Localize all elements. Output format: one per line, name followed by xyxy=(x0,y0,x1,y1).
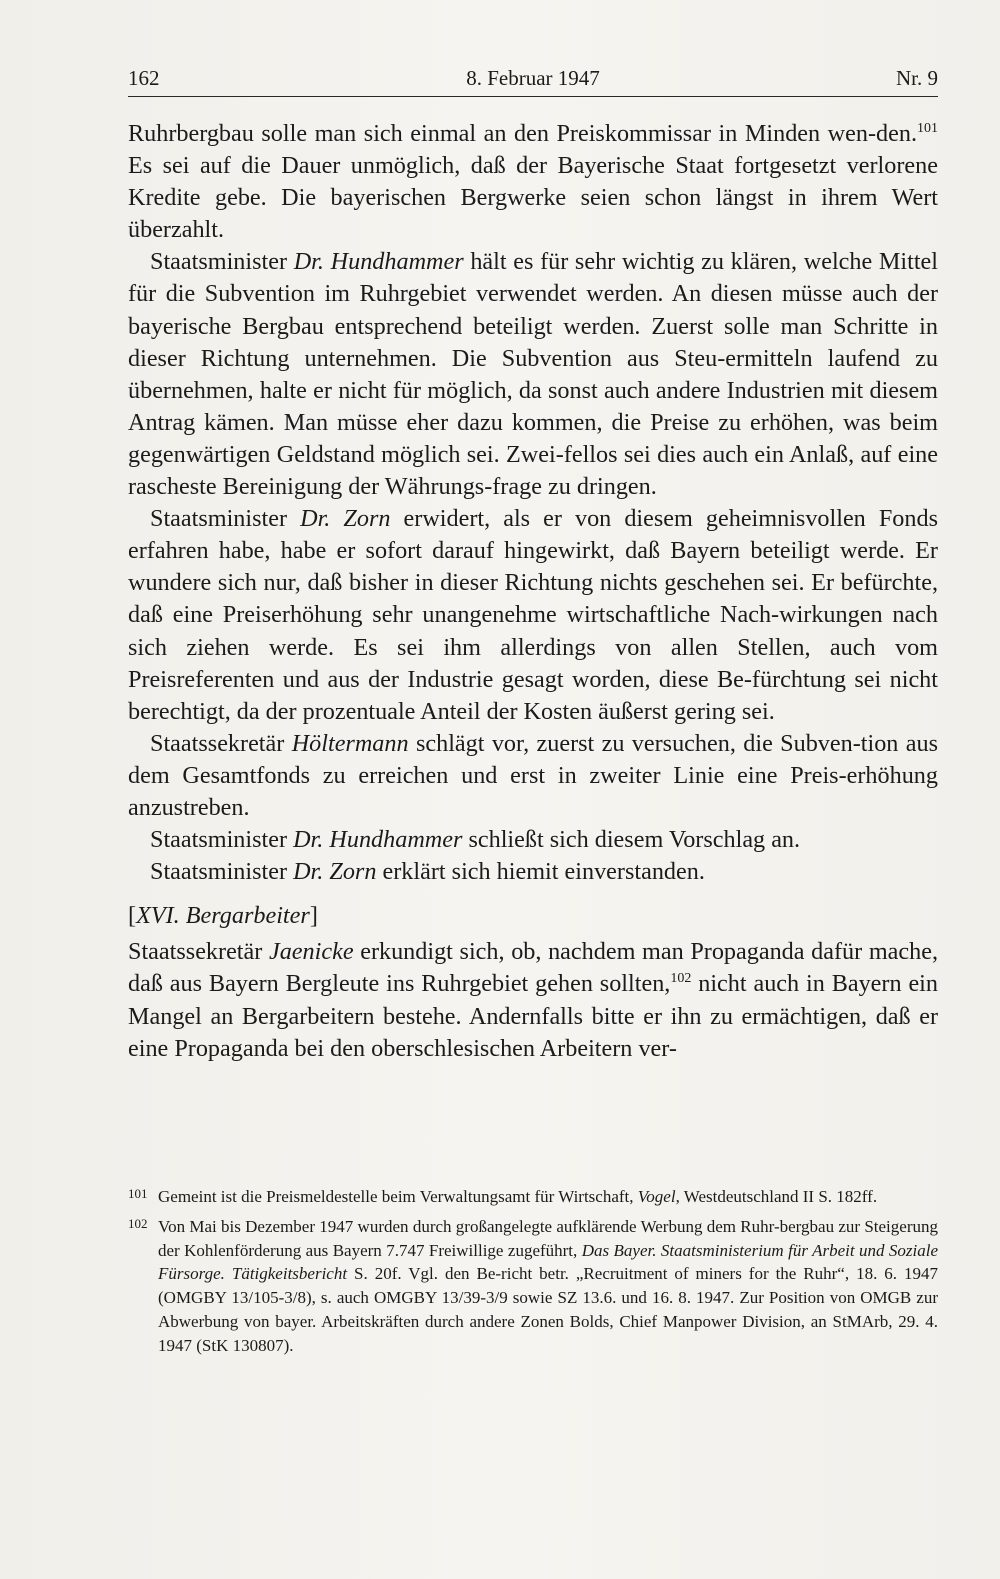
section-heading xyxy=(128,900,938,932)
text-run: hält es für sehr wichtig zu klären, welche Mittel für die Subvention im Ruhrgebiet verwendet werden. An diesen müsse auch der bayerische Bergbau entsprechend beteiligt werden. Zuerst solle man Schritte in dieser Richtung unternehmen. Die Subvention aus Steu-ermitteln laufend zu übernehmen, halte er nicht für möglich, da sonst auch andere Industrien mit diesem Antrag kämen. Man müsse eher dazu kommen, die Preise zu erhöhen, was beim gegenwärtigen Geldstand möglich sei. Zwei-fellos sei dies auch ein Anlaß, auf eine rascheste Bereinigung der Währungs-frage zu dringen. xyxy=(128,248,939,501)
main-text xyxy=(128,118,938,1065)
text-run: nicht auch in Bayern ein Mangel an Bergarbeitern bestehe. Andernfalls bitte er ihn zu ermächtigen, daß er eine Propaganda bei den oberschlesischen Arbeitern ver- xyxy=(128,970,938,1062)
paragraph xyxy=(128,728,938,824)
footnote-reference: 102 xyxy=(670,971,692,987)
footnote xyxy=(128,1185,938,1209)
text-run: Staatsminister xyxy=(150,505,301,533)
text-run: Staatssekretär xyxy=(150,729,292,757)
paragraph xyxy=(128,118,938,246)
paragraph xyxy=(128,824,938,856)
italic-name: Dr. Zorn xyxy=(293,858,377,886)
text-run: erkundigt sich, ob, nachdem man Propaganda dafür mache, daß aus Bayern Bergleute ins Ruhrgebiet gehen sollten, xyxy=(128,938,938,998)
text-run: ] xyxy=(309,902,318,930)
footnote-number: 101 xyxy=(128,1186,148,1201)
text-run: Staatsminister xyxy=(150,858,294,886)
italic-name: Dr. Zorn xyxy=(300,505,391,533)
text-run: Ruhrbergbau solle man sich einmal an den Preiskommissar in Minden wen-den. xyxy=(128,120,917,147)
paragraph xyxy=(128,246,938,503)
text-run: Staatsminister xyxy=(150,248,294,276)
italic-name: Das Bayer. Staatsministerium für Arbeit und Soziale Fürsorge. Tätigkeitsbericht xyxy=(158,1240,939,1284)
text-run: Staatsminister xyxy=(150,826,294,854)
paragraph xyxy=(128,936,938,1064)
italic-name: Dr. Hundhammer xyxy=(293,826,463,854)
footnote-number: 102 xyxy=(128,1215,148,1231)
italic-name: Vogel xyxy=(637,1187,676,1206)
text-run: S. 20f. Vgl. den Be-richt betr. „Recruitment of miners for the Ruhr“, 18. 6. 1947 (OMGBY 13/105-3/8), s. auch OMGBY 13/39-3/9 sowie SZ 13.6. und 16. 8. 1947. Zur Position von OMGB zur Abwerbung von bayer. Arbeitskräften durch andere Zonen Bolds, Chief Manpower Division, an StMArb, 29. 4. 1947 (StK 130807). xyxy=(158,1264,938,1355)
paragraph xyxy=(128,503,938,728)
footnote xyxy=(128,1215,938,1358)
text-run: schlägt vor, zuerst zu versuchen, die Subven-tion aus dem Gesamtfonds zu erreichen und erst in zweiter Linie eine Preis-erhöhung anzustreben. xyxy=(128,729,939,821)
text-run: erwidert, als er von diesem geheimnisvollen Fonds erfahren habe, habe er sofort darauf hingewirkt, daß Bayern beteiligt werde. Er wundere sich nur, daß bisher in dieser Richtung nichts geschehen sei. Er befürchte, daß eine Preiserhöhung sehr unangenehme wirtschaftliche Nach-wirkungen nach sich ziehen werde. Es sei ihm allerdings von allen Stellen, auch vom Preisreferenten und aus der Industrie gesagt worden, diese Be-fürchtung sei nicht berechtigt, da der prozentuale Anteil der Kosten äußerst gering sei. xyxy=(128,505,938,725)
running-header xyxy=(128,60,938,97)
italic-name: XVI. Bergarbeiter xyxy=(136,902,310,930)
footnotes xyxy=(128,1185,938,1364)
text-run: schließt sich diesem Vorschlag an. xyxy=(462,826,801,854)
footnote-reference: 101 xyxy=(917,121,938,136)
paragraph xyxy=(128,856,938,888)
italic-name: Jaenicke xyxy=(268,938,354,966)
text-run: Staatssekretär xyxy=(128,938,269,966)
header-date: 8. Februar 1947 xyxy=(466,66,600,90)
text-run: Gemeint ist die Preismeldestelle beim Verwaltungsamt für Wirtschaft, xyxy=(158,1187,638,1206)
italic-name: Höltermann xyxy=(291,729,409,757)
italic-name: Dr. Hundhammer xyxy=(293,248,464,276)
text-run: [ xyxy=(128,902,137,930)
text-run: , Westdeutschland II S. 182ff. xyxy=(675,1187,878,1206)
issue-number: Nr. 9 xyxy=(896,66,938,90)
page-number: 162 xyxy=(128,66,160,90)
text-run: erklärt sich hiemit einverstanden. xyxy=(376,858,705,886)
text-run: Es sei auf die Dauer unmöglich, daß der Bayerische Staat fortgesetzt verlorene Kredite gebe. Die bayerischen Bergwerke seien schon längst in ihrem Wert überzahlt. xyxy=(128,152,938,244)
text-run: Von Mai bis Dezember 1947 wurden durch großangelegte aufklärende Werbung dem Ruhr-bergbau zur Steigerung der Kohlenförderung aus Bayern 7.747 Freiwillige zugeführt, xyxy=(158,1216,938,1260)
